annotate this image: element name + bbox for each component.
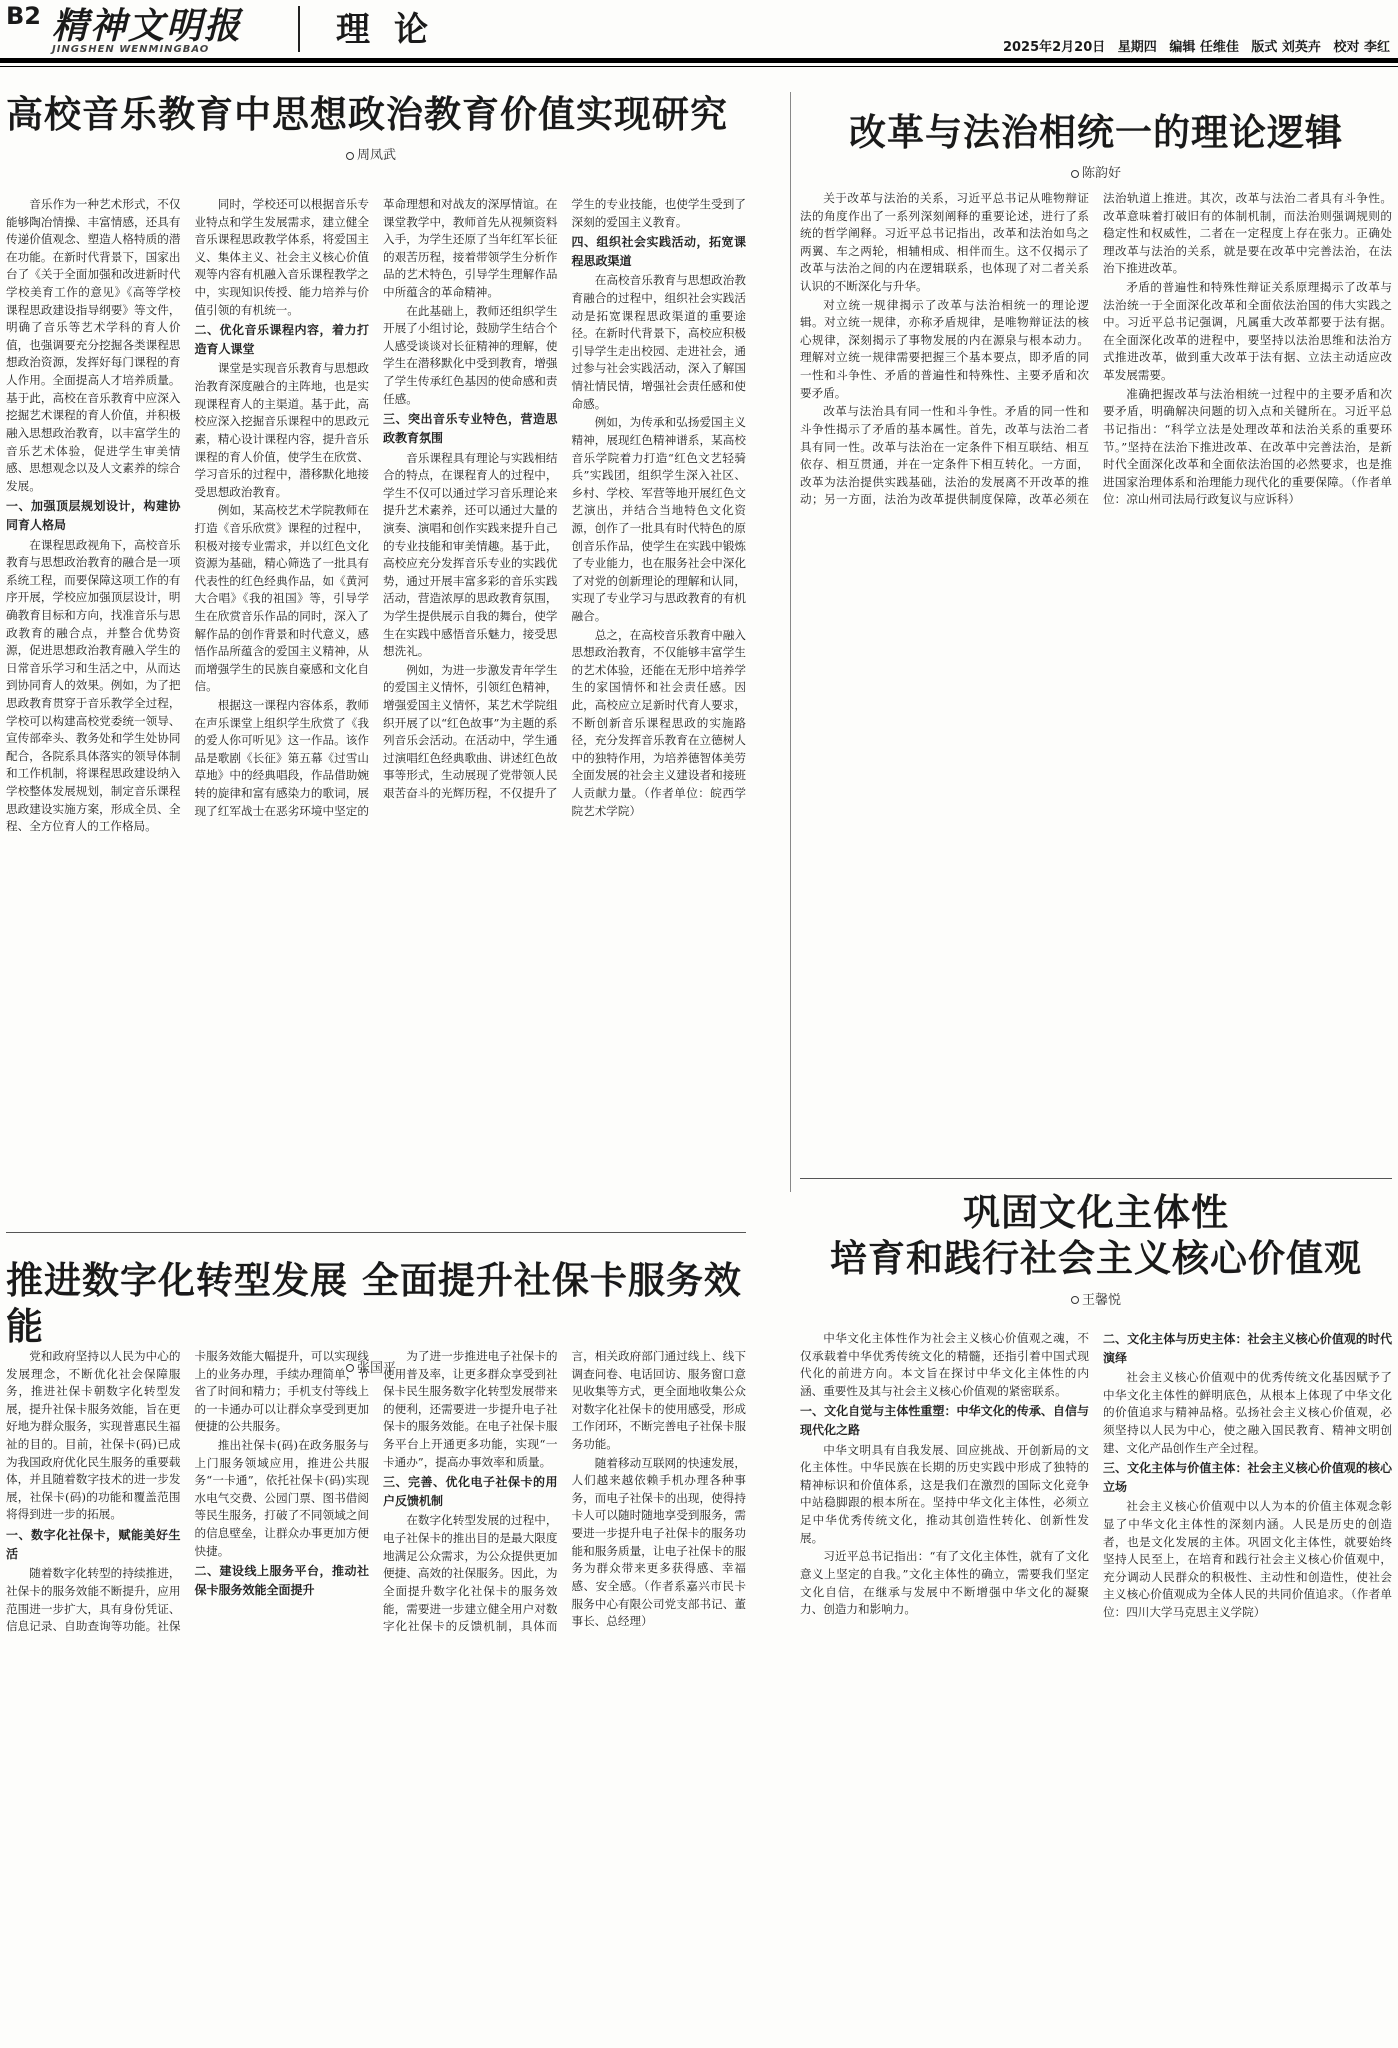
masthead bbox=[0, 0, 1398, 78]
author-mark-icon bbox=[1071, 1296, 1079, 1304]
paragraph: 中华文化主体性作为社会主义核心价值观之魂，不仅承载着中华优秀传统文化的精髓，还指引着中国式现代化的前进方向。本文旨在探讨中华文化主体性的内涵、重要性及其与社会主义核心价值观的紧密联系。 bbox=[800, 1331, 1089, 1398]
section-rule bbox=[800, 1178, 1392, 1179]
paragraph: 为了进一步推进电子社保卡的使用普及率，让更多群众享受到社保卡民生服务数字化转型发展带来的便利，还需要进一步提升电子社保卡的服务效能。在电子社保卡服务平台上开通更多功能，实现“一卡通办”，提高办事效率和质量。 bbox=[383, 1349, 558, 1469]
article-body bbox=[800, 1330, 1392, 2040]
issue-proof: 校对 李红 bbox=[1333, 40, 1390, 55]
article-author bbox=[800, 1289, 1392, 1308]
section-heading: 四、组织社会实践活动，拓宽课程思政渠道 bbox=[571, 235, 746, 268]
paragraph: 准确把握改革与法治相统一过程中的主要矛盾和次要矛盾，明确解决问题的切入点和关键所在。习近平总书记指出：“科学立法是处理改革和法治关系的重要环节。”坚持在法治下推进改革、在改革中完善法治，是新时代全面深化改革和全面依法治国的必然要求，也是推进国家治理体系和治理能力现代化的重要保障。（作者单位：凉山州司法局行政复议与应诉科） bbox=[1103, 386, 1392, 507]
paragraph: 中华文明具有自我发展、回应挑战、开创新局的文化主体性。中华民族在长期的历史实践中形成了独特的精神标识和价值体系，这是我们在激烈的国际文化竞争中站稳脚跟的根本所在。坚持中华文化主体性，必须立足中华优秀传统文化，推动其创造性转化、创新性发展。 bbox=[800, 1442, 1089, 1545]
section-heading: 二、文化主体与历史主体：社会主义核心价值观的时代演绎 bbox=[1103, 1332, 1392, 1365]
paragraph: 改革与法治具有同一性和斗争性。矛盾的同一性和斗争性揭示了矛盾的基本属性。首先，改革与法治二者具有同一性。改革与法治在一定条件下相互联结、相互依存、相互贯通，并在一定条件下相互转化。一方面，改革为法治提供实践基础，法治的发展离不开改革的推动；另一方面，法治为改革提供制度保障，改革必须在法治轨道上推进。其次，改革与法治二者具有斗争性。改革意味着打破旧有的体制机制，而法治则强调规则的稳定性和权威性，二者在一定程度上存在张力。正确处理改革与法治的关系，就是要在改革中完善法治，在法治下推进改革。 bbox=[800, 191, 1392, 507]
paragraph: 习近平总书记指出：“有了文化主体性，就有了文化意义上坚定的自我。”文化主体性的确立，需要我们坚定文化自信，在继承与发展中不断增强中华文化的凝聚力、创造力和影响力。 bbox=[800, 1549, 1089, 1617]
paragraph: 例如，为传承和弘扬爱国主义精神，展现红色精神谱系，某高校音乐学院着力打造“红色文艺轻骑兵”实践团，组织学生深入社区、乡村、学校、军营等地开展红色文艺演出，并结合当地特色文化资源，创作了一批具有时代特色的原创音乐作品，使学生在实践中锻炼了专业能力，也在服务社会中深化了对党的创新理论的理解和认同，实现了专业学习与思政教育的有机融合。 bbox=[571, 415, 746, 623]
author-name: 张国平 bbox=[357, 1360, 397, 1376]
article-music-education bbox=[6, 92, 746, 163]
author-name: 王馨悦 bbox=[1081, 1292, 1121, 1308]
paragraph: 音乐作为一种艺术形式，不仅能够陶冶情操、丰富情感，还具有传递价值观念、塑造人格特质的潜在功能。在新时代背景下，国家出台了《关于全面加强和改进新时代学校美育工作的意见》《高等学校课程思政建设指导纲要》等文件，明确了音乐等艺术学科的育人价值，也强调要充分挖掘各类课程思想政治资源，发挥好每门课程的育人作用。全面提高人才培养质量。基于此，高校在音乐教育中应深入挖掘艺术课程的育人价值，并积极融入思想政治教育，以丰富学生的音乐艺术体验，促进学生审美情感、思想观念以及人文素养的综合发展。 bbox=[6, 197, 181, 493]
masthead-rule-thin bbox=[0, 66, 1398, 67]
paragraph: 党和政府坚持以人民为中心的发展理念，不断优化社会保障服务，推进社保卡朝数字化转型发展，提升社保卡服务效能，旨在更好地为群众服务，实现普惠民生福祉的目的。目前，社保卡(码)已成为我国政府优化民生服务的重要载体，并且随着数字技术的进一步发展，社保卡(码)的功能和覆盖范围将得到进一步的拓展。 bbox=[6, 1349, 181, 1522]
section-rule bbox=[6, 1232, 746, 1233]
section-heading: 三、突出音乐专业特色，营造思政教育氛围 bbox=[383, 412, 558, 445]
section-heading: 二、建设线上服务平台，推动社保卡服务效能全面提升 bbox=[194, 1564, 369, 1597]
paragraph: 课堂是实现音乐教育与思想政治教育深度融合的主阵地，也是实现课程育人的主渠道。基于此，高校应深入挖掘音乐课程中的思政元素，精心设计课程内容，提升音乐课程的育人价值，使学生在欣赏、学习音乐的过程中，潜移默化地接受思想政治教育。 bbox=[194, 361, 369, 499]
page-number: B2 bbox=[6, 2, 41, 30]
author-mark-icon bbox=[1071, 170, 1079, 178]
paper-pinyin: JINGSHEN WENMINGBAO bbox=[52, 44, 210, 55]
author-mark-icon bbox=[346, 152, 354, 160]
issue-editor: 编辑 任维佳 bbox=[1169, 40, 1239, 55]
paragraph: 例如，某高校艺术学院教师在打造《音乐欣赏》课程的过程中，积极对接专业需求，并以红色文化资源为基础，精心筛选了一批具有代表性的红色经典作品，如《黄河大合唱》《我的祖国》等，引导学生在欣赏音乐作品的同时，深入了解作品的创作背景和时代意义，感悟作品所蕴含的爱国主义精神，从而增强学生的民族自豪感和文化自信。 bbox=[194, 503, 369, 694]
paragraph: 总之，在高校音乐教育中融入思想政治教育，不仅能够丰富学生的艺术体验，还能在无形中培养学生的家国情怀和社会责任感。因此，高校应立足新时代育人要求，不断创新音乐课程思政的实施路径，充分发挥音乐教育在立德树人中的独特作用，为培养德智体美劳全面发展的社会主义建设者和接班人贡献力量。（作者单位：皖西学院艺术学院） bbox=[571, 627, 746, 818]
paragraph: 在数字化转型发展的过程中，电子社保卡的推出目的是最大限度地满足公众需求，为公众提供更加便捷、高效的社保服务。因此，为全面提升数字化社保卡的服务效能，需要进一步建立健全用户对数字化社保卡的反馈机制，具体而言，相关政府部门通过线上、线下调查问卷、电话回访、服务窗口意见收集等方式，更全面地收集公众对数字化社保卡的使用感受，形成工作闭环，不断完善电子社保卡服务功能。 bbox=[383, 1349, 746, 1634]
article-headline-line-1: 巩固文化主体性 bbox=[963, 1191, 1229, 1234]
paragraph: 例如，为进一步激发青年学生的爱国主义情怀，引领红色精神，增强爱国主义情怀，某艺术学院组织开展了以“红色故事”为主题的系列音乐会活动。在活动中，学生通过演唱红色经典歌曲、讲述红色故事等形式，生动展现了党带领人民艰苦奋斗的光辉历程，不仅提升了学生的专业技能，也使学生受到了深刻的爱国主义教育。 bbox=[383, 197, 746, 801]
masthead-rule bbox=[0, 58, 1398, 63]
section-heading: 三、完善、优化电子社保卡的用户反馈机制 bbox=[383, 1475, 558, 1508]
section-heading: 一、数字化社保卡，赋能美好生活 bbox=[6, 1528, 181, 1561]
article-cultural-subjectivity bbox=[800, 1190, 1392, 1308]
paragraph: 矛盾的普遍性和特殊性辩证关系原理揭示了改革与法治统一于全面深化改革和全面依法治国的伟大实践之中。习近平总书记强调，凡属重大改革都要于法有据。在全面深化改革的进程中，要坚持以法治思维和法治方式推进改革，做到重大改革于法有据、立法主动适应改革发展需要。 bbox=[1103, 280, 1392, 383]
paragraph: 随着数字化转型的持续推进，社保卡的服务效能不断提升，应用范围进一步扩大，具有身份凭证、信息记录、自助查询等功能。社保卡服务效能大幅提升，可以实现线上的业务办理，手续办理简单，节省了时间和精力；手机支付等线上的一卡通办可以让群众享受到更加便捷的公共服务。 bbox=[6, 1349, 369, 1634]
article-headline: 改革与法治相统一的理论逻辑 bbox=[849, 111, 1343, 154]
article-author bbox=[800, 162, 1392, 181]
paragraph: 社会主义核心价值观中的优秀传统文化基因赋予了中华文化主体性的鲜明底色，从根本上体现了中华文化的价值追求与精神品格。弘扬社会主义核心价值观，必须坚持以人民为中心，使之融入国民教育、精神文明创建、文化产品创作生产全过程。 bbox=[1103, 1370, 1392, 1455]
paragraph: 根据这一课程内容体系，教师在声乐课堂上组织学生欣赏了《我的爱人你可听见》这一作品。该作品是歌剧《长征》第五幕《过雪山草地》中的经典唱段，作品借助婉转的旋律和富有感染力的歌词，展现了红军战士在恶劣环境中坚定的革命理想和对战友的深厚情谊。在课堂教学中，教师首先从视频资料入手，为学生还原了当年红军长征的艰苦历程，接着带领学生分析作品的艺术特色，引导学生理解作品中所蕴含的革命精神。 bbox=[194, 197, 558, 818]
paragraph: 关于改革与法治的关系，习近平总书记从唯物辩证法的角度作出了一系列深刻阐释的重要论述，进行了系统的哲学阐释。习近平总书记指出，改革和法治如鸟之两翼、车之两轮，相辅相成、相伴而生。这不仅揭示了改革与法治之间的内在逻辑联系，也体现了对二者关系认识的不断深化与升华。 bbox=[800, 191, 1089, 294]
paragraph: 同时，学校还可以根据音乐专业特点和学生发展需求，建立健全音乐课程思政教学体系，将爱国主义、集体主义、社会主义核心价值观等内容有机融入音乐课程教学之中，实现知识传授、能力培养与价值引领的有机统一。 bbox=[194, 197, 369, 317]
issue-weekday: 星期四 bbox=[1117, 40, 1157, 55]
article-headline: 高校音乐教育中思想政治教育价值实现研究 bbox=[6, 93, 728, 136]
paragraph: 音乐课程具有理论与实践相结合的特点，在课程育人的过程中，学生不仅可以通过学习音乐理论来提升艺术素养，还可以通过大量的演奏、演唱和创作实践来提升自己的专业技能和审美情趣。基于此，高校应充分发挥音乐专业的实践优势，通过开展丰富多彩的音乐实践活动，营造浓厚的思政教育氛围，为学生提供展示自我的舞台，使学生在实践中感悟音乐魅力，接受思想洗礼。 bbox=[383, 450, 558, 659]
article-body bbox=[6, 196, 746, 1186]
section-name: 理论 bbox=[336, 10, 452, 50]
author-name: 陈韵好 bbox=[1081, 166, 1121, 182]
section-heading: 一、加强顶层规划设计，构建协同育人格局 bbox=[6, 499, 181, 532]
paragraph: 对立统一规律揭示了改革与法治相统一的理论逻辑。对立统一规律，亦称矛盾规律，是唯物辩证法的核心规律，深刻揭示了事物发展的内在源泉与根本动力。理解对立统一规律需要把握三个基本要点，即矛盾的同一性和斗争性、矛盾的普遍性和特殊性、主要矛盾和次要矛盾。 bbox=[800, 297, 1089, 400]
paper-name: 精神文明报 bbox=[52, 5, 243, 47]
paragraph: 推出社保卡(码)在政务服务与上门服务领域应用，推进公共服务“一卡通”，依托社保卡(码)实现水电气交费、公园门票、图书借阅等民生服务，打破了不同领域之间的信息壁垒，让群众办事更加方便快捷。 bbox=[194, 1438, 369, 1558]
section-heading: 三、文化主体与价值主体：社会主义核心价值观的核心立场 bbox=[1103, 1461, 1392, 1494]
author-name: 周凤武 bbox=[357, 148, 397, 164]
issue-date: 2025年2月20日 bbox=[1002, 40, 1106, 55]
article-body bbox=[800, 190, 1392, 1175]
article-reform-rule-of-law bbox=[800, 110, 1392, 181]
issue-layout: 版式 刘英卉 bbox=[1251, 40, 1321, 55]
masthead-divider bbox=[298, 6, 300, 52]
paragraph: 随着移动互联网的快速发展，人们越来越依赖手机办理各种事务，而电子社保卡的出现，使得持卡人可以随时随地享受到服务，需要进一步提升电子社保卡的服务功能和服务质量，让电子社保卡的服务为群众带来更多获得感、幸福感、安全感。（作者系嘉兴市民卡服务中心有限公司党支部书记、董事长、总经理） bbox=[571, 1455, 746, 1629]
article-headline-line-2: 培育和践行社会主义核心价值观 bbox=[830, 1237, 1362, 1281]
paragraph: 社会主义核心价值观中以人为本的价值主体观念彰显了中华文化主体性的深刻内涵。人民是历史的创造者，也是文化发展的主体。巩固文化主体性，就要始终坚持人民至上，在培育和践行社会主义核心价值观中，充分调动人民群众的积极性、主动性和创造性，使社会主义核心价值观成为全体人民的共同价值追求。（作者单位：四川大学马克思主义学院） bbox=[1103, 1499, 1392, 1620]
paragraph: 在高校音乐教育与思想政治教育融合的过程中，组织社会实践活动是拓宽课程思政渠道的重要途径。在新时代背景下，高校应积极引导学生走出校园、走进社会，通过参与社会实践活动，深入了解国情社情民情，增强社会责任感和使命感。 bbox=[571, 273, 746, 411]
section-heading: 二、优化音乐课程内容，着力打造育人课堂 bbox=[194, 323, 369, 356]
article-author bbox=[346, 144, 746, 163]
column-divider bbox=[790, 92, 791, 1192]
article-headline: 推进数字化转型发展 全面提升社保卡服务效能 bbox=[6, 1259, 742, 1349]
paragraph: 在此基础上，教师还组织学生开展了小组讨论，鼓励学生结合个人感受谈谈对长征精神的理解，使学生在潜移默化中受到教育，增强了学生传承红色基因的使命感和责任感。 bbox=[383, 303, 558, 406]
section-heading: 一、文化自觉与主体性重塑：中华文化的传承、自信与现代化之路 bbox=[800, 1404, 1089, 1438]
article-body bbox=[6, 1348, 746, 2040]
issue-info bbox=[995, 36, 1390, 55]
paragraph: 在课程思政视角下，高校音乐教育与思想政治教育的融合是一项系统工程，而要保障这项工作的有序开展，学校应加强顶层设计，明确教育目标和方向，找准音乐与思政教育的融合点，并整合优势资源，促进思想政治教育融入学生的日常音乐学习和生活之中，从而达到协同育人的效果。例如，为了把思政教育贯穿于音乐教学全过程，学校可以构建高校党委统一领导、宣传部牵头、教务处和学生处协同配合，各院系具体落实的领导体制和工作机制，将课程思政建设纳入学校整体发展规划，制定音乐课程思政建设实施方案，形成全员、全程、全方位育人的工作格局。 bbox=[6, 537, 181, 834]
